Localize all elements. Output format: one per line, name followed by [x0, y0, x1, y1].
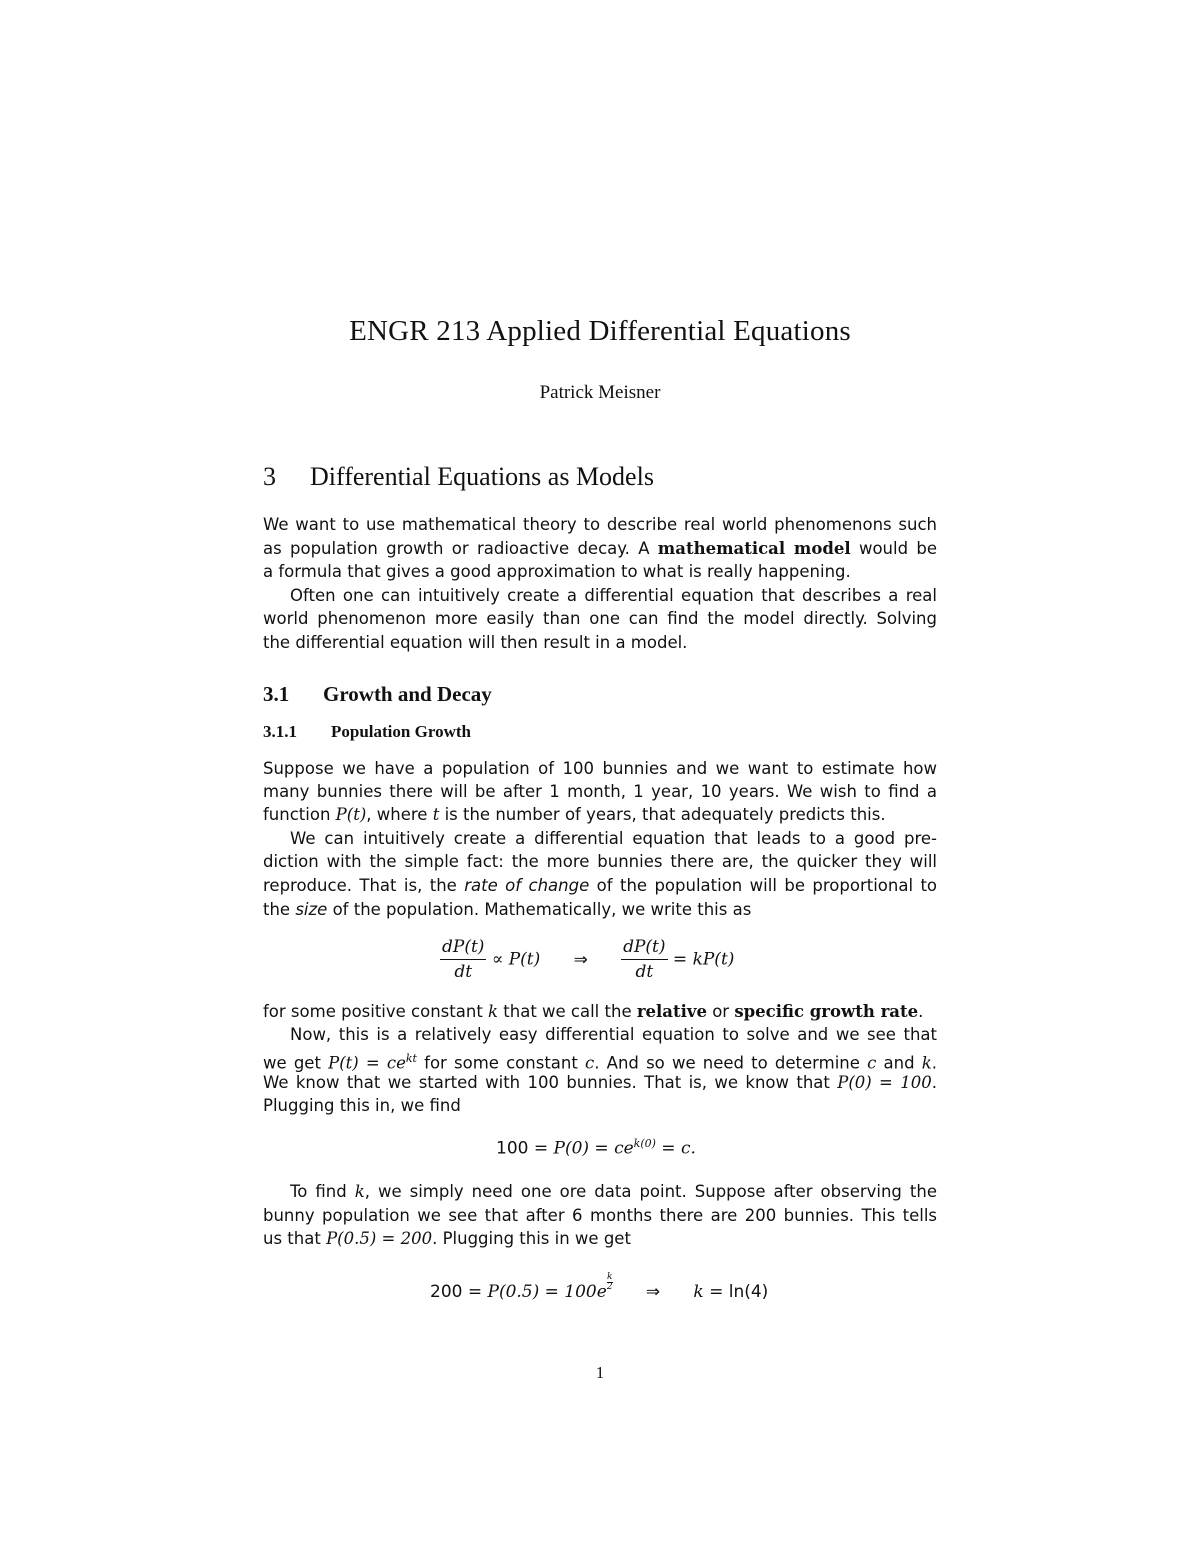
page-number: 1	[595, 1363, 605, 1382]
subsubsection-heading	[263, 722, 471, 742]
intro-p1-line2: as population growth or radioactive decay. A mathematical model would be	[263, 539, 937, 558]
pop-p4-line2: we get $P(t) = ce^{kt}$ for some constant c. And so we need to determine c and k.	[263, 1052, 937, 1073]
intro-p1-line3: a formula that gives a good approximation to what is really happening.	[263, 562, 851, 581]
pop-p5-line3: us that P(0.5) = 200. Plugging this in we get	[263, 1229, 631, 1248]
intro-p2-line1: Often one can intuitively create a differential equation that describes a real	[290, 586, 937, 605]
pop-p4-line3: We know that we started with 100 bunnies. That is, we know that P(0) = 100.	[263, 1073, 937, 1092]
intro-p2-line3: the differential equation will then result in a model.	[263, 633, 688, 652]
pop-p2-line2: diction with the simple fact: the more bunnies there are, the quicker they will	[263, 852, 937, 871]
pop-p5-line2: bunny population we see that after 6 months there are 200 bunnies. This tells	[263, 1206, 937, 1225]
term-relative: relative	[636, 1002, 707, 1021]
equation-growth-rate: 200 = P(0.5) = 100e $^{\frac{k}{2}}$ ⇒ k = ln(4)	[430, 1272, 769, 1302]
pop-p4-line4: Plugging this in, we find	[263, 1096, 461, 1115]
equation-growth-model: $\frac{dP(t)}{dt}$ ∝ P(t) ⇒ $\frac{dP(t)}{dt}$ = kP(t)	[442, 937, 735, 982]
pop-p5-line1: To find k, we simply need one ore data point. Suppose after observing the	[290, 1182, 937, 1201]
term-rate-of-change: rate of change	[464, 876, 590, 895]
intro-p1-line1: We want to use mathematical theory to describe real world phenomenons such	[263, 515, 937, 534]
term-size: size	[295, 900, 328, 919]
section-heading	[263, 462, 654, 492]
subsection-title: Growth and Decay	[323, 682, 492, 706]
pop-p1-line3: function P(t), where t is the number of years, that adequately predicts this.	[263, 805, 886, 824]
pop-p1-line1: Suppose we have a population of 100 bunnies and we want to estimate how	[263, 759, 937, 778]
document-title: ENGR 213 Applied Differential Equations	[349, 315, 851, 347]
author-name: Patrick Meisner	[539, 382, 661, 403]
pop-p2-line3: reproduce. That is, the rate of change of the population will be proportional to	[263, 876, 938, 895]
section-number: 3	[263, 462, 276, 491]
term-specific-growth-rate: specific growth rate	[734, 1002, 919, 1021]
equation-initial-condition: $100 = P(0) = ce^{k(0)} = c$.	[496, 1137, 696, 1159]
term-mathematical-model: mathematical model	[657, 539, 851, 558]
pop-p1-line2: many bunnies there will be after 1 month, 1 year, 10 years. We wish to find a	[263, 782, 937, 801]
section-title: Differential Equations as Models	[310, 462, 654, 491]
subsubsection-number: 3.1.1	[263, 722, 297, 741]
subsection-heading	[263, 682, 492, 707]
intro-p2-line2: world phenomenon more easily than one can find the model directly. Solving	[263, 609, 937, 628]
subsubsection-title: Population Growth	[331, 722, 471, 741]
pop-p3-line1: for some positive constant k that we call the relative or specific growth rate.	[263, 1002, 924, 1021]
pop-p4-line1: Now, this is a relatively easy differential equation to solve and we see that	[290, 1025, 937, 1044]
pop-p2-line4: the size of the population. Mathematically, we write this as	[263, 900, 752, 919]
subsection-number: 3.1	[263, 682, 290, 706]
pop-p2-line1: We can intuitively create a differential equation that leads to a good pre-	[290, 829, 937, 848]
